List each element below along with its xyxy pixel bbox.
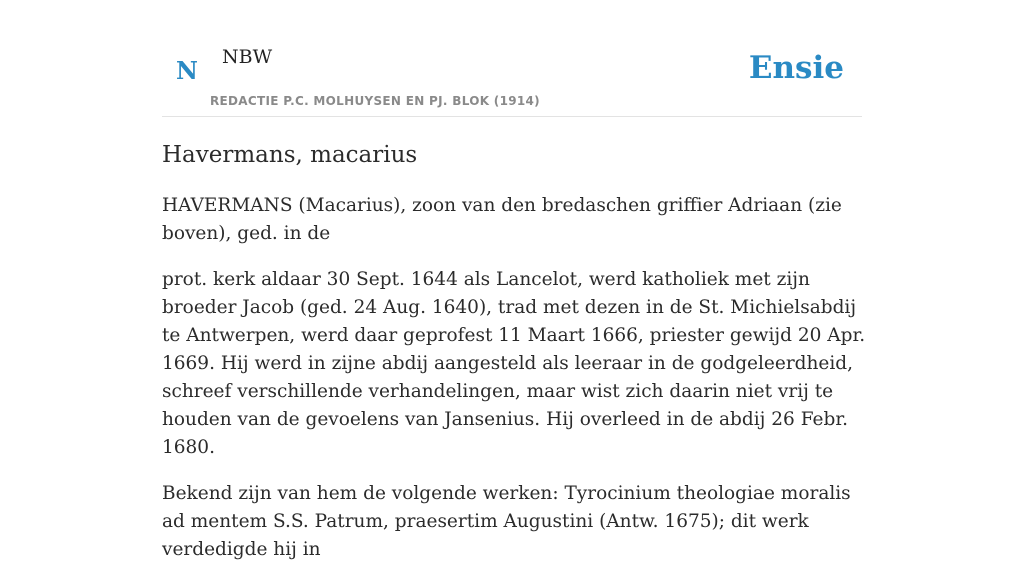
brand-logo[interactable]: Ensie bbox=[748, 50, 844, 86]
source-editors: REDACTIE P.C. MOLHUYSEN EN PJ. BLOK (1914) bbox=[210, 94, 540, 108]
article bbox=[162, 138, 866, 582]
article-title: Havermans, macarius bbox=[162, 142, 418, 168]
article-paragraph: Bekend zijn van hem de volgende werken: Tyrocinium theologiae moralis ad mentem S.S. Patrum, praesertim Augustini (Antw. 1675); dit werk verdedigde hij in bbox=[162, 483, 851, 560]
source-logo-letter[interactable]: N bbox=[176, 56, 198, 85]
source-name[interactable]: NBW bbox=[222, 46, 273, 68]
source-header bbox=[162, 0, 862, 117]
article-paragraph: prot. kerk aldaar 30 Sept. 1644 als Lancelot, werd katholiek met zijn broeder Jacob (ged. 24 Aug. 1640), trad met dezen in de St. Michielsabdij te Antwerpen, werd daar geprofest 11 Maart 1666, priester gewijd 20 Apr. 1669. Hij werd in zijne abdij aangesteld als leeraar in de godgeleerdheid, schreef verschillende verhandelingen, maar wist zich daarin niet vrij te houden van de gevoelens van Jansenius. Hij overleed in de abdij 26 Febr. 1680. bbox=[162, 269, 866, 458]
article-paragraph: HAVERMANS (Macarius), zoon van den bredaschen griffier Adriaan (zie boven), ged. in de bbox=[162, 195, 842, 244]
